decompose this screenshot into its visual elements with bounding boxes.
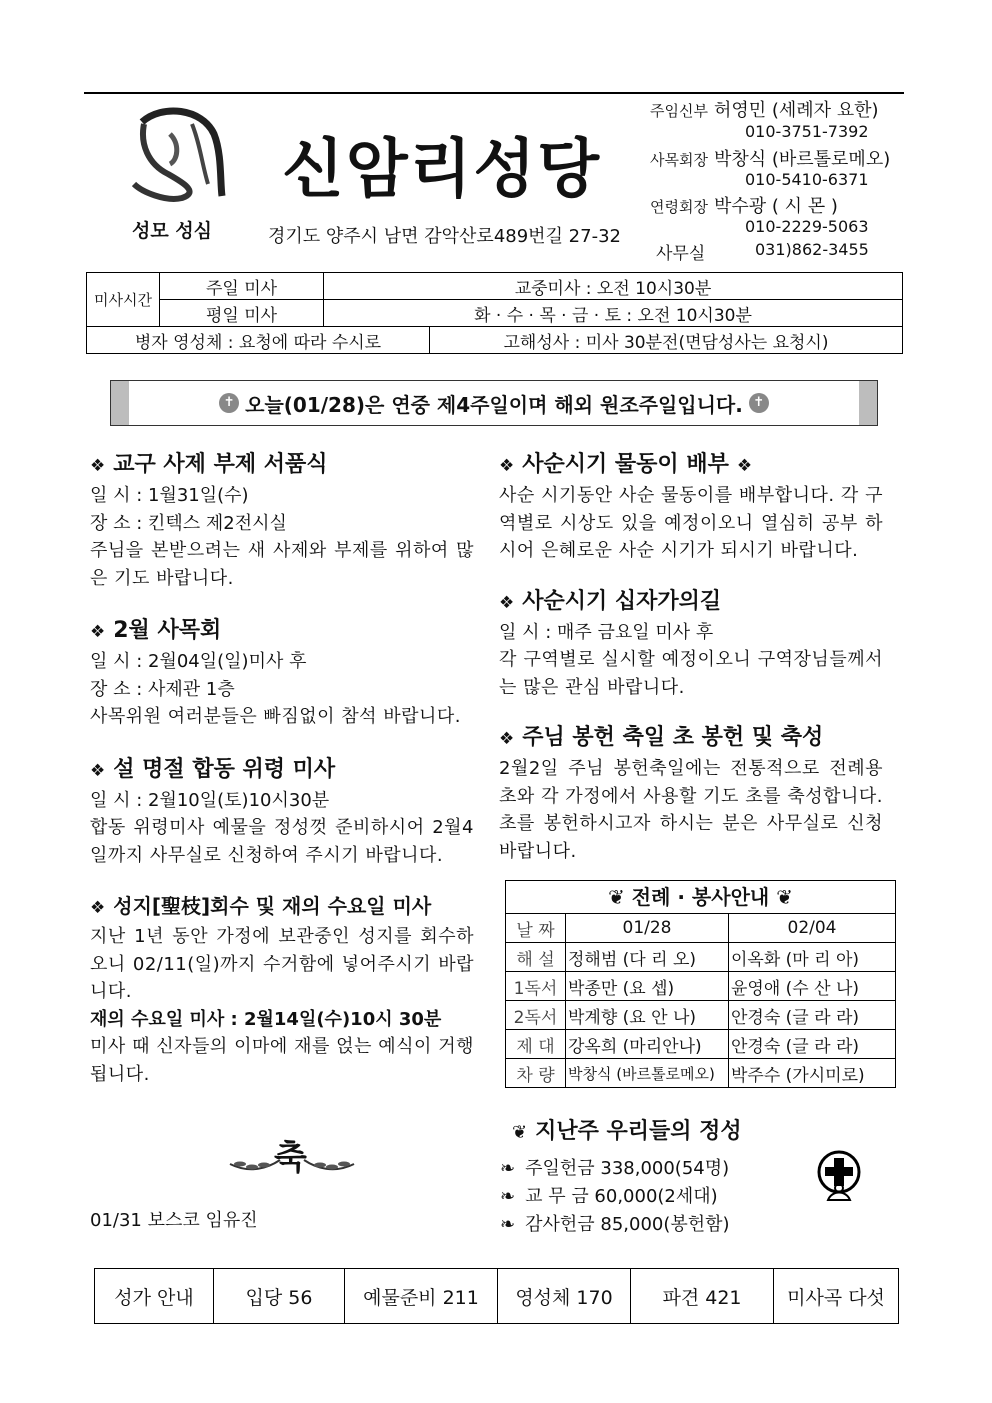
hymn-recessional: 파견 421 [631,1269,774,1324]
table-header-cell: 날 짜 [506,914,566,943]
header-rule [84,92,904,94]
sun-icon: ✝ [219,393,239,413]
section-title: ❖ 사순시기 십자가의길 [499,588,722,614]
banner-text: 오늘(01/28)은 연중 제4주일이며 해외 원조주일입니다. [245,392,743,417]
sunday-mass-label: 주일 미사 [160,273,324,300]
parish-address: 경기도 양주시 남면 감악산로489번길 27-32 [268,226,621,247]
contact-priest: 주임신부 허영민 (세례자 요한) [650,100,879,121]
ash-wednesday-line: 재의 수요일 미사 : 2월14일(수)10시 30분 [90,1008,442,1030]
table-row [506,1001,896,1030]
contact-council-phone: 010-5410-6371 [745,170,869,189]
table-cell: 박종만 (요 셉) [566,972,729,1001]
section-title: ❖ 주님 봉헌 축일 초 봉헌 및 축성 [499,725,824,750]
leaf-bullet-icon: ❧ [500,1214,516,1235]
diamond-bullet-icon: ❖ [499,729,515,749]
leaf-bullet-icon: ❧ [500,1158,516,1179]
table-row [506,1059,896,1088]
birthday-line: 01/31 보스코 임유진 [90,1210,258,1231]
section-title: ❖ 성지[聖枝]회수 및 재의 수요일 미사 [90,894,432,918]
diamond-bullet-icon: ❖ [499,456,515,476]
mass-label: 미사시간 [87,273,160,327]
sacred-heart-logo-icon [122,104,232,204]
offering-title: ❦ 지난주 우리들의 정성 [512,1119,742,1144]
table-cell: 2독서 [506,1001,566,1030]
celebration-mark: 축 [274,1138,307,1178]
mass-times-table [86,272,903,354]
heart-bullet-icon: ❦ [512,1122,528,1143]
section-paragraph: 사목위원 여러분들은 빠짐없이 참석 바랍니다. [90,706,461,727]
table-row [95,1269,899,1324]
service-title: ❦ 전례 · 봉사안내 ❦ [505,880,896,913]
table-cell: 윤영애 (수 산 나) [729,972,896,1001]
diamond-bullet-icon: ❖ [736,456,753,476]
sunday-banner [110,380,878,426]
contact-funeral-phone: 010-2229-5063 [745,217,869,236]
praying-cross-icon [812,1150,866,1206]
table-cell: 1독서 [506,972,566,1001]
banner-edge-right [859,381,877,425]
table-row [506,1030,896,1059]
table-cell: 제 대 [506,1030,566,1059]
table-cell: 이옥화 (마 리 아) [729,943,896,972]
section-line: 장 소 : 킨텍스 제2전시실 [90,512,287,534]
section-paragraph: 미사 때 신자들의 이마에 재를 얹는 예식이 거행됩니다. [90,1036,474,1085]
contact-priest-phone: 010-3751-7392 [745,122,869,141]
sick-communion: 병자 영성체 : 요청에 따라 수시로 [87,327,430,354]
section-line: 일 시 : 2월04일(일)미사 후 [90,651,307,672]
hymn-entrance: 입당 56 [214,1269,345,1324]
section-title: ❖ 설 명절 합동 위령 미사 [90,756,336,782]
logo-caption: 성모 성심 [132,220,213,242]
left-column [90,448,474,1088]
section-paragraph: 주님을 본받으려는 새 사제와 부제를 위하여 많은 기도 바랍니다. [90,540,474,589]
contact-funeral: 연령회장 박수광 ( 시 몬 ) [650,196,838,217]
diamond-bullet-icon: ❖ [90,622,106,642]
table-cell: 안경숙 (글 라 라) [729,1030,896,1059]
table-row [506,972,896,1001]
table-cell: 정해범 (다 리 오) [566,943,729,972]
table-header-cell: 01/28 [566,914,729,943]
section-line: 장 소 : 사제관 1층 [90,678,235,700]
table-cell: 차 량 [506,1059,566,1088]
table-row [506,943,896,972]
section-line: 일 시 : 1월31일(수) [90,485,249,506]
parish-name: 신암리성당 [282,133,602,207]
confession: 고해성사 : 미사 30분전(면담성사는 요청시) [430,327,903,354]
hymn-offertory: 예물준비 211 [345,1269,498,1324]
section-line: 일 시 : 2월10일(토)10시30분 [90,789,330,811]
table-cell: 강옥희 (마리안나) [566,1030,729,1059]
offering-item: ❧ 교 무 금 60,000(2세대) [500,1186,718,1207]
leaf-bullet-icon: ❧ [500,1186,516,1207]
table-cell: 안경숙 (글 라 라) [729,1001,896,1030]
hymn-label: 성가 안내 [95,1269,214,1324]
diamond-bullet-icon: ❖ [90,456,106,476]
hymn-guide-table [94,1268,899,1324]
section-paragraph: 지난 1년 동안 가정에 보관중인 성지를 회수하오니 02/11(일)까지 수거함에 넣어주시기 바랍니다. [90,926,474,1002]
section-title: ❖ 교구 사제 부제 서품식 [90,452,328,477]
table-cell: 박계향 (요 안 나) [566,1001,729,1030]
section-line: 일 시 : 매주 금요일 미사 후 [499,621,714,643]
table-cell: 박창식 (바르톨로메오) [566,1059,729,1088]
diamond-bullet-icon: ❖ [90,898,106,918]
weekday-mass-value: 화 · 수 · 목 · 금 · 토 : 오전 10시30분 [324,300,903,327]
hymn-mass-setting: 미사곡 다섯 [774,1269,899,1324]
contact-council: 사목회장 박창식 (바르톨로메오) [650,149,891,170]
banner-edge-left [111,381,129,425]
celebration-ornament [222,1134,362,1180]
table-cell: 해 설 [506,943,566,972]
table-header-cell: 02/04 [729,914,896,943]
diamond-bullet-icon: ❖ [90,760,106,781]
liturgy-service-box [505,880,896,1088]
section-paragraph: 2월2일 주님 봉헌축일에는 전통적으로 전례용 초와 각 가정에서 사용할 기도 초를 축성합니다. 초를 봉헌하시고자 하시는 분은 사무실로 신청바랍니다. [499,758,883,862]
contact-office-phone: 031)862-3455 [755,240,869,259]
weekday-mass-label: 평일 미사 [160,300,324,327]
sunday-mass-value: 교중미사 : 오전 10시30분 [324,273,903,300]
section-title: ❖ 2월 사목회 [90,618,222,643]
contact-office: 사무실 [656,244,706,264]
hymn-communion: 영성체 170 [498,1269,631,1324]
sun-icon: ✝ [749,393,769,413]
table-row [506,914,896,943]
section-paragraph: 각 구역별로 실시할 예정이오니 구역장님들께서는 많은 관심 바랍니다. [499,649,883,698]
table-cell: 박주수 (가시미로) [729,1059,896,1088]
right-column [499,448,883,865]
section-paragraph: 합동 위령미사 예물을 정성껏 준비하시어 2월4일까지 사무실로 신청하여 주시기 바랍니다. [90,817,474,866]
section-title: ❖ 사순시기 물동이 배부 ❖ [499,452,753,477]
service-table [505,913,896,1088]
offering-item: ❧ 감사헌금 85,000(봉헌함) [500,1214,730,1235]
offering-item: ❧ 주일헌금 338,000(54명) [500,1158,730,1179]
section-paragraph: 사순 시기동안 사순 물동이를 배부합니다. 각 구역별로 시상도 있을 예정이오니 열심히 공부 하시어 은혜로운 사순 시기가 되시기 바랍니다. [499,485,883,561]
diamond-bullet-icon: ❖ [499,592,515,613]
